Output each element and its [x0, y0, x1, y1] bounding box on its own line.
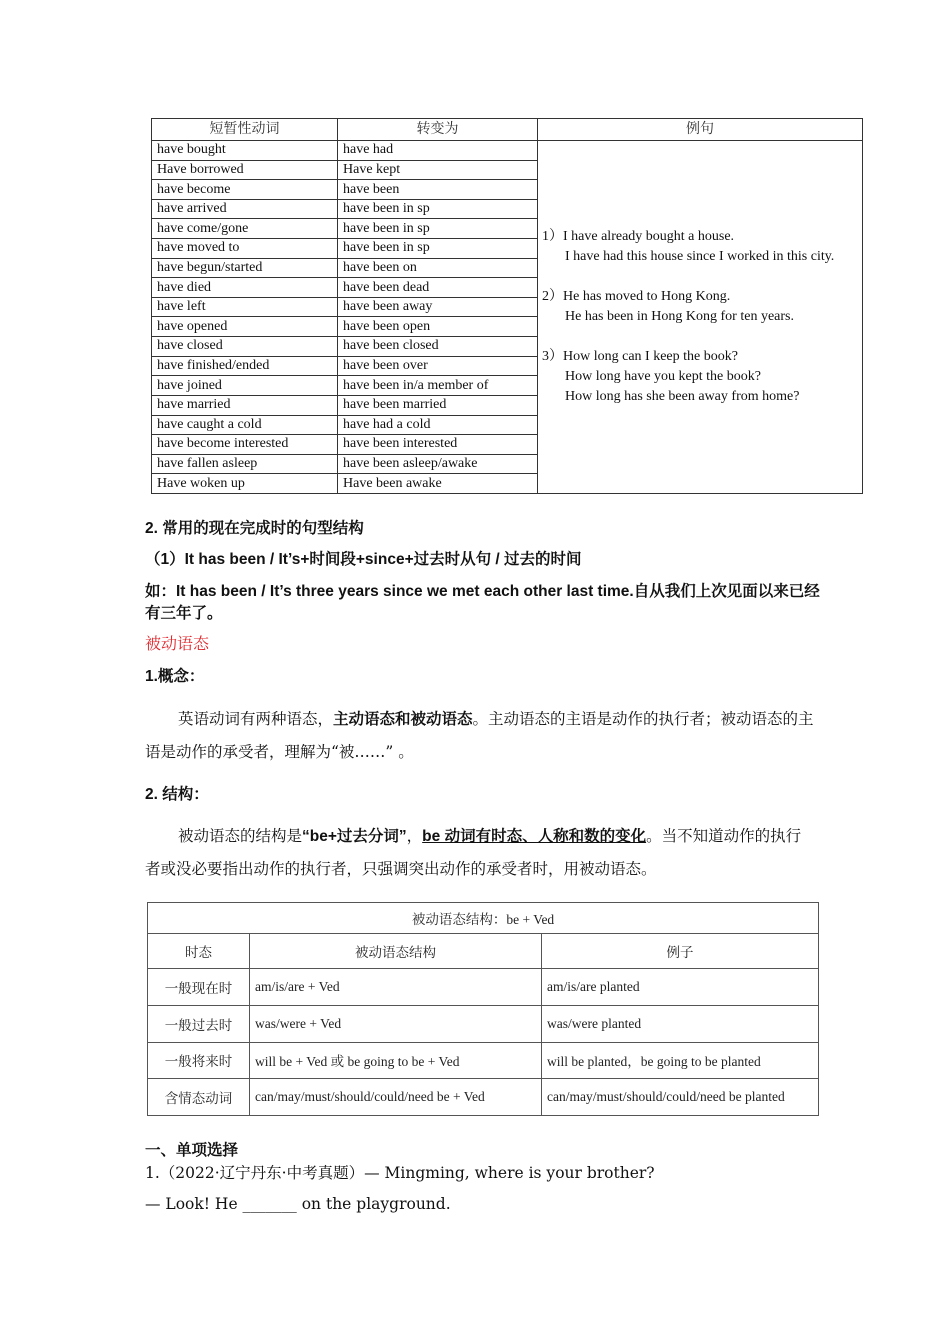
table-caption: 被动语态结构：be + Ved	[148, 903, 819, 934]
concept-text: 英语动词有两种语态，	[178, 710, 334, 728]
concept-text: 。主动语态的主语是动作的执行者；被动语态的主语是动作的承受者，理解为“被……” 。	[145, 710, 814, 761]
table-row	[148, 1079, 819, 1116]
structure-paragraph	[145, 820, 815, 886]
structure-bold: “be+过去分词”	[302, 828, 407, 845]
header-cell: 例子	[542, 934, 819, 969]
table-caption-row	[148, 903, 819, 934]
short-verb-cell: have married	[152, 395, 338, 415]
passive-title: 被动语态	[145, 636, 210, 653]
table-header-row	[152, 119, 863, 141]
converted-verb-cell: have been on	[338, 258, 538, 278]
tense-cell: 含情态动词	[148, 1079, 250, 1116]
converted-verb-cell: have been closed	[338, 337, 538, 357]
header-cell: 时态	[148, 934, 250, 969]
short-verb-cell: Have woken up	[152, 474, 338, 494]
structure-bold-underlined: be 动词有时态、人称和数的变化	[422, 828, 647, 845]
converted-verb-cell: have been over	[338, 356, 538, 376]
section-heading: 2. 常用的现在完成时的句型结构	[145, 520, 364, 537]
table-row	[148, 1042, 819, 1079]
example-sentence: 2）He has moved to Hong Kong.	[542, 289, 731, 304]
structure-heading: 2. 结构：	[145, 786, 209, 803]
concept-heading: 1.概念：	[145, 668, 205, 685]
example-group	[542, 287, 862, 327]
question-1-answer-line: — Look! He _______ on the playground.	[145, 1195, 451, 1213]
short-verb-cell: Have borrowed	[152, 160, 338, 180]
example-cell: will be planted，be going to be planted	[542, 1042, 819, 1079]
short-verb-cell: have opened	[152, 317, 338, 337]
converted-verb-cell: have been in/a member of	[338, 376, 538, 396]
converted-verb-cell: have been asleep/awake	[338, 454, 538, 474]
example-sentence: 3）How long can I keep the book?	[542, 349, 738, 364]
structure-cell: was/were + Ved	[250, 1005, 542, 1042]
short-verb-cell: have died	[152, 278, 338, 298]
tense-cell: 一般现在时	[148, 969, 250, 1006]
table-header-row	[148, 934, 819, 969]
verb-conversion-table	[151, 118, 863, 494]
header-cell: 转变为	[338, 119, 538, 141]
structure-text: 。当不知道动作的执行者或没必要指出动作的执行者，只强调突出动作的承受者时，用被动语态。	[145, 827, 802, 878]
short-verb-cell: have closed	[152, 337, 338, 357]
example-cell: was/were planted	[542, 1005, 819, 1042]
short-verb-cell: have left	[152, 297, 338, 317]
concept-bold: 主动语态和被动语态	[333, 711, 473, 728]
examples-cell	[538, 141, 863, 494]
structure-cell: can/may/must/should/could/need be + Ved	[250, 1079, 542, 1116]
example-cell: am/is/are planted	[542, 969, 819, 1006]
converted-verb-cell: have been open	[338, 317, 538, 337]
converted-verb-cell: have been	[338, 180, 538, 200]
header-cell: 短暂性动词	[152, 119, 338, 141]
example-sentence: I have had this house since I worked in this city.	[565, 249, 835, 264]
short-verb-cell: have come/gone	[152, 219, 338, 239]
short-verb-cell: have finished/ended	[152, 356, 338, 376]
structure-cell: will be + Ved 或 be going to be + Ved	[250, 1042, 542, 1079]
example-sentence: 1）I have already bought a house.	[542, 229, 735, 244]
converted-verb-cell: have had	[338, 141, 538, 161]
converted-verb-cell: have been married	[338, 395, 538, 415]
short-verb-cell: have fallen asleep	[152, 454, 338, 474]
short-verb-cell: have moved to	[152, 239, 338, 259]
converted-verb-cell: Have been awake	[338, 474, 538, 494]
example-group	[542, 227, 862, 267]
converted-verb-cell: have been away	[338, 297, 538, 317]
pattern-example: 如：It has been / It’s three years since we met each other last time.自从我们上次见面以来已经有三年了。	[145, 583, 820, 622]
concept-paragraph	[145, 703, 815, 769]
converted-verb-cell: have been in sp	[338, 199, 538, 219]
short-verb-cell: have become interested	[152, 435, 338, 455]
question-1: 1.（2022·辽宁丹东·中考真题）— Mingming, where is your brother?	[145, 1164, 655, 1182]
exercise-heading: 一、单项选择	[145, 1142, 239, 1159]
structure-text: 被动语态的结构是	[178, 827, 303, 845]
table-row	[148, 969, 819, 1006]
converted-verb-cell: have had a cold	[338, 415, 538, 435]
short-verb-cell: have bought	[152, 141, 338, 161]
short-verb-cell: have arrived	[152, 199, 338, 219]
table-row	[152, 141, 863, 161]
example-cell: can/may/must/should/could/need be planted	[542, 1079, 819, 1116]
short-verb-cell: have begun/started	[152, 258, 338, 278]
example-group	[542, 347, 862, 407]
header-cell: 被动语态结构	[250, 934, 542, 969]
structure-text: ，	[406, 827, 423, 845]
example-sentence: He has been in Hong Kong for ten years.	[565, 309, 794, 324]
header-cell: 例句	[538, 119, 863, 141]
tense-cell: 一般过去时	[148, 1005, 250, 1042]
passive-structure-table	[147, 902, 819, 1116]
tense-cell: 一般将来时	[148, 1042, 250, 1079]
table-row	[148, 1005, 819, 1042]
structure-cell: am/is/are + Ved	[250, 969, 542, 1006]
short-verb-cell: have joined	[152, 376, 338, 396]
pattern-line: （1）It has been / It’s+时间段+since+过去时从句 / 过去的时间	[145, 551, 582, 568]
converted-verb-cell: have been interested	[338, 435, 538, 455]
example-sentence: How long has she been away from home?	[565, 389, 800, 404]
example-sentence: How long have you kept the book?	[565, 369, 761, 384]
converted-verb-cell: Have kept	[338, 160, 538, 180]
converted-verb-cell: have been dead	[338, 278, 538, 298]
short-verb-cell: have caught a cold	[152, 415, 338, 435]
short-verb-cell: have become	[152, 180, 338, 200]
converted-verb-cell: have been in sp	[338, 239, 538, 259]
converted-verb-cell: have been in sp	[338, 219, 538, 239]
